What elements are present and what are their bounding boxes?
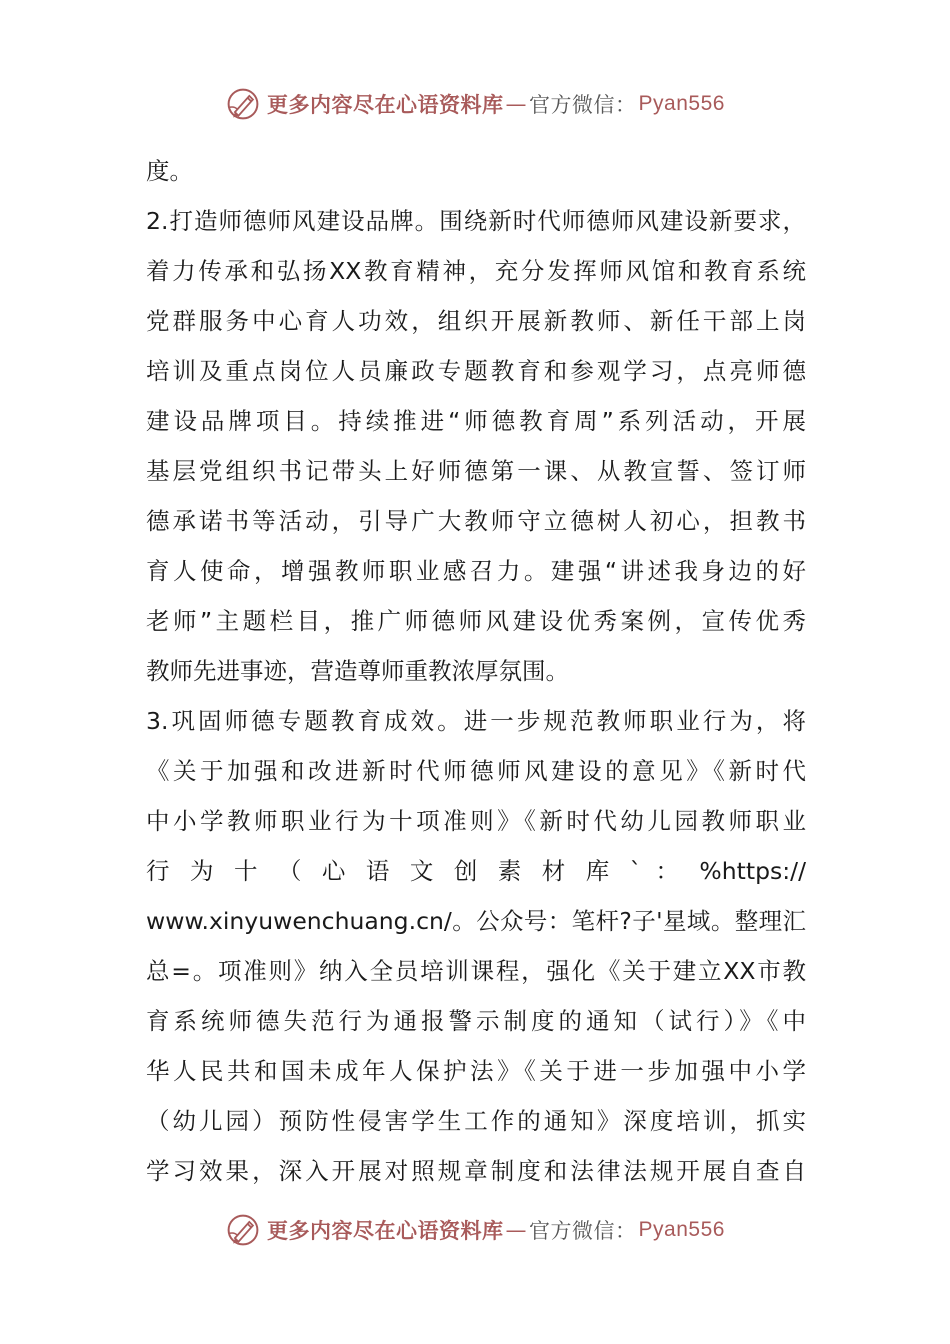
brand-text: 更多内容尽在心语资料库	[267, 1218, 504, 1243]
body-line: 中小学教师职业行为十项准则》《新时代幼儿园教师职业	[146, 807, 806, 835]
body-line: 行 为 十 （ 心 语 文 创 素 材 库 ` ： %https://	[146, 857, 806, 885]
body-line: 培训及重点岗位人员廉政专题教育和参观学习，点亮师德	[146, 357, 806, 385]
wechat-id: Pyan556	[638, 1218, 725, 1241]
body-line: 华人民共和国未成年人保护法》《关于进一步加强中小学	[146, 1057, 806, 1085]
official-wechat-label: 官方微信：	[529, 1219, 637, 1243]
document-body	[146, 146, 806, 1196]
body-line: 育系统师德失范行为通报警示制度的通知（试行）》《中	[146, 1007, 806, 1035]
body-line: 着力传承和弘扬XX教育精神，充分发挥师风馆和教育系统	[146, 257, 806, 285]
body-line: 老师”主题栏目，推广师德师风建设优秀案例，宣传优秀	[146, 607, 806, 635]
body-line: （幼儿园）预防性侵害学生工作的通知》深度培训，抓实	[146, 1107, 806, 1135]
body-line: 度。	[146, 157, 193, 185]
official-wechat-label: 官方微信：	[529, 93, 637, 117]
footer-banner	[0, 1208, 950, 1252]
body-line: 建设品牌项目。持续推进“师德教育周”系列活动，开展	[146, 407, 806, 435]
body-line: 教师先进事迹，营造尊师重教浓厚氛围。	[146, 657, 569, 685]
banner-dash: —	[505, 1218, 528, 1242]
banner-dash: —	[505, 92, 528, 116]
body-line: 德承诺书等活动，引导广大教师守立德树人初心，担教书	[146, 507, 806, 535]
header-banner	[0, 82, 950, 126]
brand-text: 更多内容尽在心语资料库	[267, 92, 504, 117]
body-line: 基层党组织书记带头上好师德第一课、从教宣誓、签订师	[146, 457, 806, 485]
body-line: 2.打造师德师风建设品牌。围绕新时代师德师风建设新要求，	[146, 207, 806, 235]
body-line: 总=。项准则》纳入全员培训课程，强化《关于建立XX市教	[146, 957, 806, 985]
body-line: 育人使命，增强教师职业感召力。建强“讲述我身边的好	[146, 557, 806, 585]
pen-logo-icon	[225, 86, 261, 122]
pen-logo-icon	[225, 1212, 261, 1248]
body-line: 学习效果，深入开展对照规章制度和法律法规开展自查自	[146, 1157, 806, 1185]
wechat-id: Pyan556	[638, 92, 725, 115]
body-line: www.xinyuwenchuang.cn/。公众号：笔杆?子'星域。整理汇	[146, 907, 806, 935]
body-line: 党群服务中心育人功效，组织开展新教师、新任干部上岗	[146, 307, 806, 335]
body-line: 《关于加强和改进新时代师德师风建设的意见》《新时代	[146, 757, 806, 785]
body-line: 3.巩固师德专题教育成效。进一步规范教师职业行为，将	[146, 707, 806, 735]
